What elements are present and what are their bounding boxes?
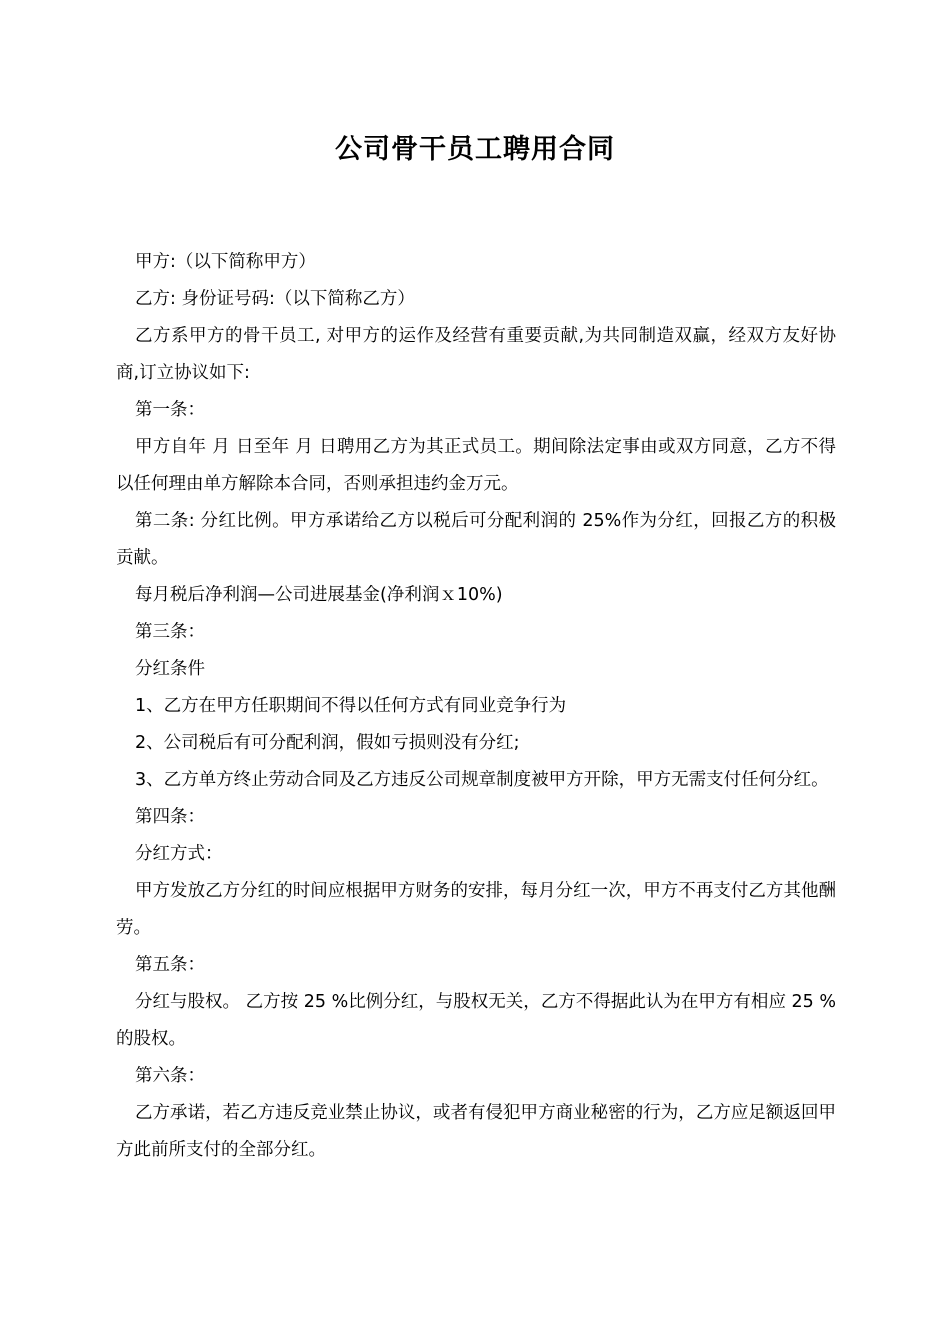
- profit-formula-line: 每月税后净利润—公司进展基金(净利润ｘ10%): [135, 585, 503, 605]
- document-title: 公司骨干员工聘用合同: [335, 134, 615, 165]
- dividend-method-heading: 分红方式：: [135, 844, 223, 864]
- article-6-paragraph: 乙方承诺，若乙方违反竞业禁止协议，或者有侵犯甲方商业秘密的行为，乙方应足额返回甲方此前所支付的全部分红。: [116, 1103, 836, 1160]
- article-1-heading: 第一条：: [135, 400, 205, 420]
- article-2-paragraph: 第二条: 分红比例。甲方承诺给乙方以税后可分配利润的 25%作为分红，回报乙方的积极贡献。: [116, 511, 836, 568]
- condition-item-3: 3、乙方单方终止劳动合同及乙方违反公司规章制度被甲方开除，甲方无需支付任何分红。: [135, 770, 829, 790]
- party-b-line: 乙方: 身份证号码:（以下简称乙方）: [135, 289, 415, 309]
- party-a-line: 甲方:（以下简称甲方）: [135, 252, 316, 272]
- preamble-paragraph: 乙方系甲方的骨干员工, 对甲方的运作及经营有重要贡献,为共同制造双赢，经双方友好协商,订立协议如下:: [116, 326, 836, 383]
- article-4-heading: 第四条：: [135, 807, 205, 827]
- article-4-paragraph: 甲方发放乙方分红的时间应根据甲方财务的安排，每月分红一次，甲方不再支付乙方其他酬劳。: [116, 881, 836, 938]
- dividend-conditions-heading: 分红条件: [135, 659, 205, 679]
- article-3-heading: 第三条：: [135, 622, 205, 642]
- article-5-heading: 第五条：: [135, 955, 205, 975]
- document-body: [116, 244, 836, 1169]
- article-5-paragraph: 分红与股权。 乙方按 25 %比例分红，与股权无关，乙方不得据此认为在甲方有相应 25 %的股权。: [116, 992, 836, 1049]
- article-6-heading: 第六条：: [135, 1066, 205, 1086]
- condition-item-1: 1、乙方在甲方任职期间不得以任何方式有同业竞争行为: [135, 696, 567, 716]
- condition-item-2: 2、公司税后有可分配利润，假如亏损则没有分红;: [135, 733, 520, 753]
- article-1-paragraph: 甲方自年 月 日至年 月 日聘用乙方为其正式员工。期间除法定事由或双方同意，乙方不得以任何理由单方解除本合同，否则承担违约金万元。: [116, 437, 836, 494]
